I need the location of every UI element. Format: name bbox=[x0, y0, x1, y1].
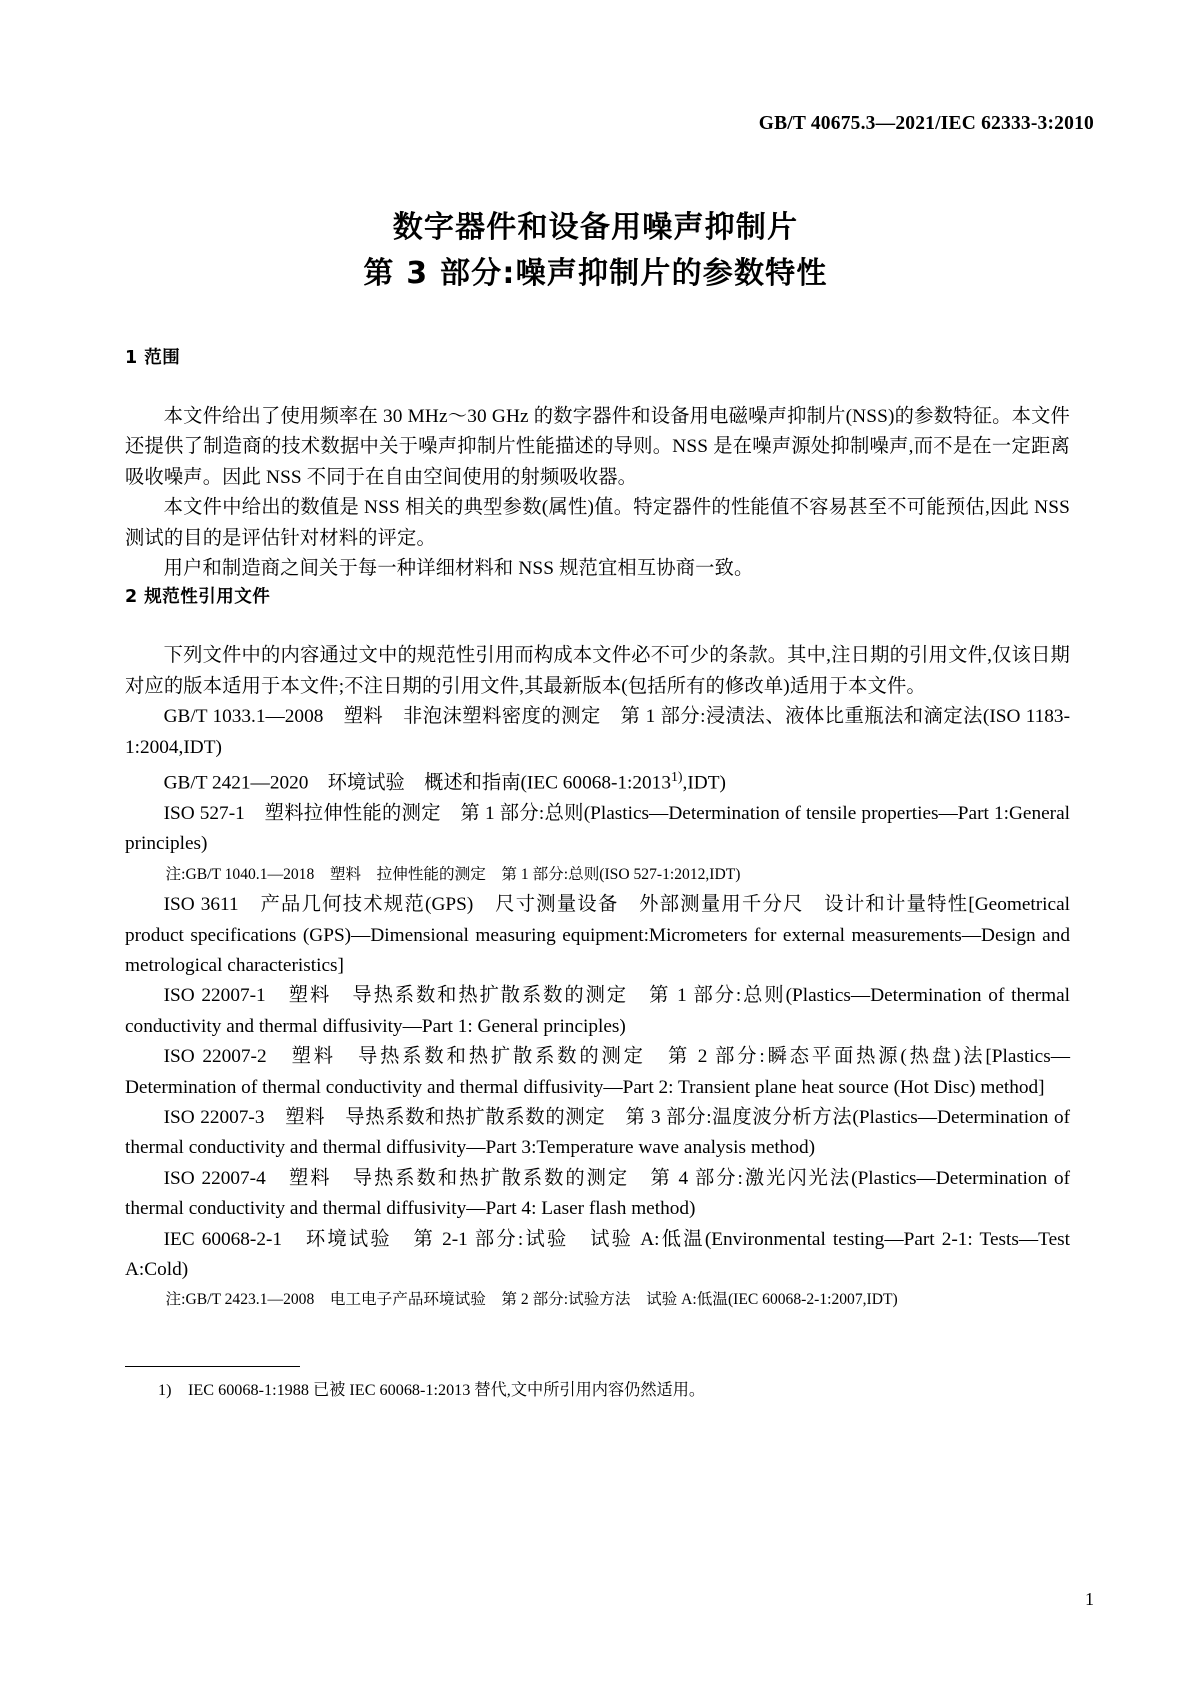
reference-entry-iso-527-1: ISO 527-1 塑料拉伸性能的测定 第 1 部分:总则(Plastics—Determination of tensile properties—Part 1:General principles) bbox=[125, 802, 1070, 855]
section-heading-normative-references: 2 规范性引用文件 bbox=[125, 587, 271, 608]
footnote-body-text: IEC 60068-1:1988 已被 IEC 60068-1:2013 替代,文中所引用内容仍然适用。 bbox=[188, 1381, 706, 1399]
reference-entry-gbt-2421-text-after: ,IDT) bbox=[682, 772, 726, 794]
scope-paragraph-1: 本文件给出了使用频率在 30 MHz～30 GHz 的数字器件和设备用电磁噪声抑制片(NSS)的参数特征。本文件还提供了制造商的技术数据中关于噪声抑制片性能描述的导则。NSS 是在噪声源处抑制噪声,而不是在一定距离吸收噪声。因此 NSS 不同于在自由空间使用的射频吸收器。 bbox=[125, 406, 1070, 488]
reference-note-gbt-2423-1: 注:GB/T 2423.1—2008 电工电子产品环境试验 第 2 部分:试验方法 试验 A:低温(IEC 60068-2-1:2007,IDT) bbox=[165, 1291, 898, 1309]
document-title-line-2: 第 3 部分:噪声抑制片的参数特性 bbox=[363, 256, 828, 291]
footnote-reference-marker: 1) bbox=[670, 770, 683, 786]
reference-entry-gbt-2421-text-before: GB/T 2421—2020 环境试验 概述和指南(IEC 60068-1:2013 bbox=[163, 772, 671, 794]
normative-reference-list bbox=[125, 702, 1070, 1316]
reference-entry-gbt-2421 bbox=[125, 763, 1070, 799]
footnote-entry bbox=[125, 1377, 1070, 1403]
document-body bbox=[125, 345, 1070, 1316]
scope-paragraph-3: 用户和制造商之间关于每一种详细材料和 NSS 规范宜相互协商一致。 bbox=[163, 558, 754, 580]
reference-entry-iso-22007-3: ISO 22007-3 塑料 导热系数和热扩散系数的测定 第 3 部分:温度波分析方法(Plastics—Determination of thermal conductivity and thermal diffusivity—Part 3:Temperature wave analysis method) bbox=[125, 1106, 1070, 1159]
reference-entry-iso-22007-4: ISO 22007-4 塑料 导热系数和热扩散系数的测定 第 4 部分:激光闪光法(Plastics—Determination of thermal conductivity and thermal diffusivity—Part 4: Laser flash method) bbox=[125, 1167, 1070, 1220]
reference-entry-gbt-1033-1: GB/T 1033.1—2008 塑料 非泡沫塑料密度的测定 第 1 部分:浸渍法、液体比重瓶法和滴定法(ISO 1183-1:2004,IDT) bbox=[125, 706, 1070, 758]
page-number: 1 bbox=[1085, 1589, 1094, 1609]
reference-entry-iso-3611: ISO 3611 产品几何技术规范(GPS) 尺寸测量设备 外部测量用千分尺 设计和计量特性[Geometrical product specifications (GPS)—Dimensional measuring equipment:Micrometers for external measurements—Design and metrological characteristics] bbox=[125, 894, 1070, 976]
document-title-line-1: 数字器件和设备用噪声抑制片 bbox=[392, 210, 799, 245]
reference-entry-iso-22007-1: ISO 22007-1 塑料 导热系数和热扩散系数的测定 第 1 部分:总则(Plastics—Determination of thermal conductivity and thermal diffusivity—Part 1: General principles) bbox=[125, 985, 1070, 1037]
section-heading-scope: 1 范围 bbox=[125, 348, 181, 368]
reference-entry-iec-60068-2-1: IEC 60068-2-1 环境试验 第 2-1 部分:试验 试验 A:低温(Environmental testing—Part 2-1: Tests—Test A:Cold) bbox=[125, 1228, 1070, 1280]
document-title bbox=[0, 205, 1191, 297]
running-header-standard-number: GB/T 40675.3—2021/IEC 62333-3:2010 bbox=[758, 113, 1094, 134]
reference-note-gbt-1040-1: 注:GB/T 1040.1—2018 塑料 拉伸性能的测定 第 1 部分:总则(ISO 527-1:2012,IDT) bbox=[165, 865, 741, 883]
reference-entry-iso-22007-2: ISO 22007-2 塑料 导热系数和热扩散系数的测定 第 2 部分:瞬态平面热源(热盘)法[Plastics—Determination of thermal conductivity and thermal diffusivity—Part 2: Transient plane heat source (Hot Disc) method] bbox=[125, 1046, 1070, 1098]
footnote-area bbox=[125, 1366, 1070, 1403]
scope-paragraph-2: 本文件中给出的数值是 NSS 相关的典型参数(属性)值。特定器件的性能值不容易甚至不可能预估,因此 NSS 测试的目的是评估针对材料的评定。 bbox=[125, 497, 1070, 549]
footnote-separator-rule bbox=[125, 1366, 300, 1367]
footnote-marker: 1) bbox=[158, 1381, 172, 1399]
normative-references-intro: 下列文件中的内容通过文中的规范性引用而构成本文件必不可少的条款。其中,注日期的引用文件,仅该日期对应的版本适用于本文件;不注日期的引用文件,其最新版本(包括所有的修改单)适用于本文件。 bbox=[125, 645, 1070, 697]
